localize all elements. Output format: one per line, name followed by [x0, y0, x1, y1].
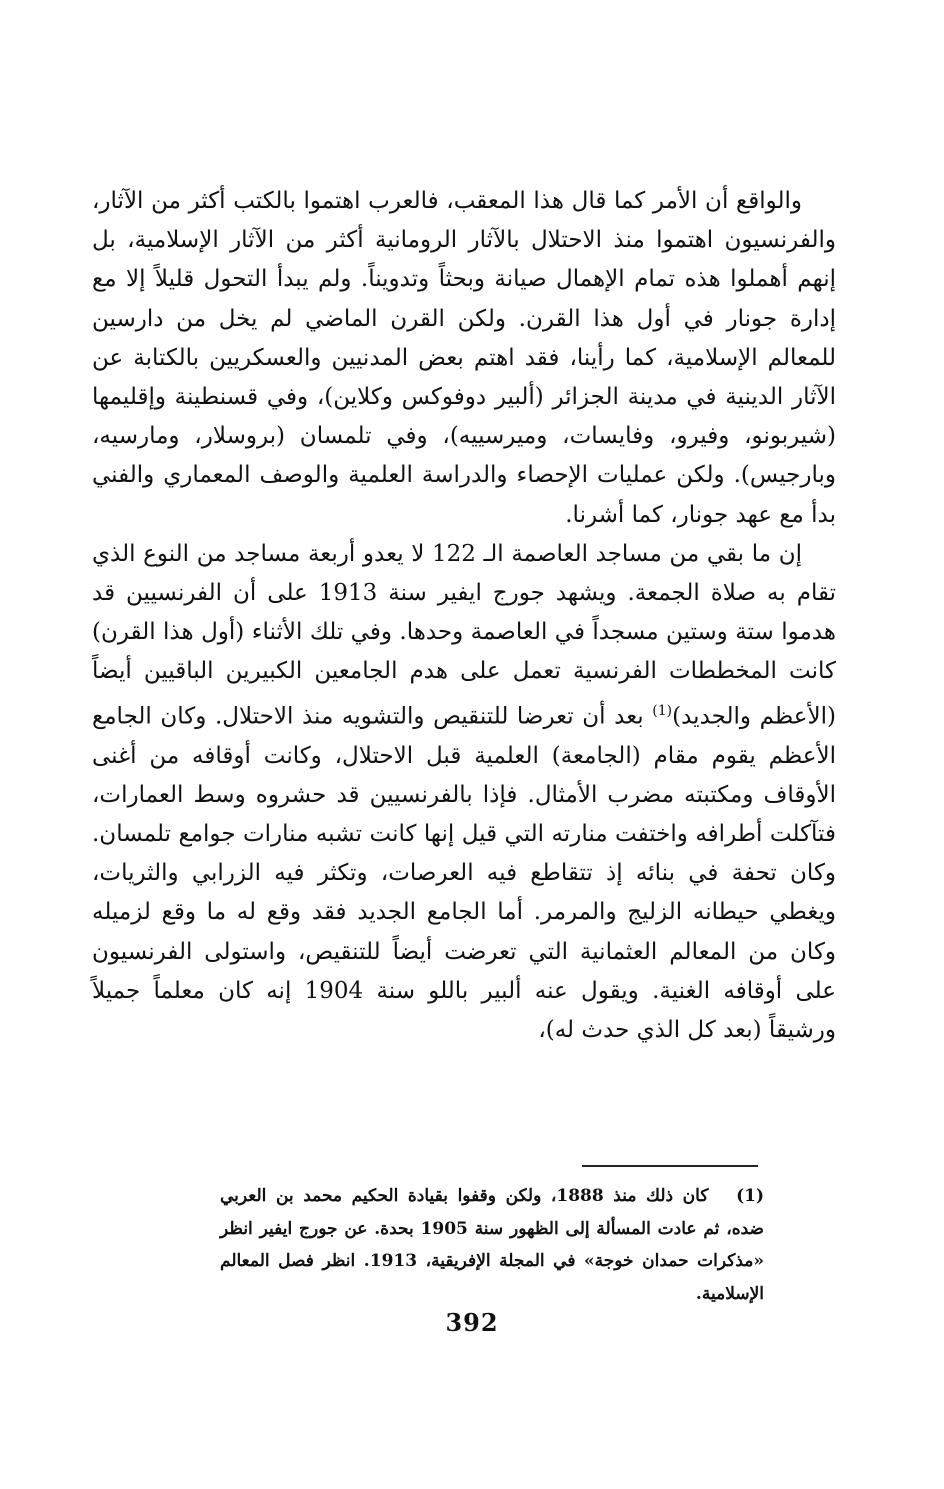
footnote-text: كان ذلك منذ 1888، ولكن وقفوا بقيادة الحكيم محمد بن العربي ضده، ثم عادت المسألة إلى الظهور سنة 1905 بحدة. عن جورج ايفير انظر «مذكرات حمدان خوجة» في المجلة الإفريقية، 1913. انظر فصل المعالم الإسلامية.: [220, 1186, 764, 1304]
paragraph-2-end: بعد أن تعرضا للتنقيص والتشويه منذ الاحتلال. وكان الجامع الأعظم يقوم مقام (الجامعة) العلمية قبل الاحتلال، وكانت أوقافه من أغنى الأوقاف ومكتبته مضرب الأمثال. فإذا بالفرنسيين قد حشروه وسط العمارات، فتآكلت أطرافه واختفت منارته التي قيل إنها كانت تشبه منارات جوامع تلمسان. وكان تحفة في بنائه إذ تتقاطع فيه العرصات، وتكثر فيه الزرابي والثريات، ويغطي حيطانه الزليج والمرمر. أما الجامع الجديد فقد وقع له ما وقع لزميله وكان من المعالم العثمانية التي تعرضت أيضاً للتنقيص، واستولى الفرنسيون على أوقافه الغنية. ويقول عنه ألبير باللو سنة 1904 إنه كان معلماً جميلاً ورشيقاً (بعد كل الذي حدث له)،: [92, 703, 836, 1043]
footnote-divider: [582, 1165, 758, 1167]
footnote-marker: (1): [736, 1186, 764, 1206]
footnote-reference: (1): [652, 702, 673, 719]
page-number: 392: [445, 1308, 499, 1337]
paragraph-2: [92, 535, 836, 1050]
paragraph-2-start: إن ما بقي من مساجد العاصمة الـ 122 لا يعدو أربعة مساجد من النوع الذي تقام به صلاة الجمعة. ويشهد جورج ايفير سنة 1913 على أن الفرنسيين قد هدموا ستة وستين مسجداً في العاصمة وحدها. وفي تلك الأثناء (أول هذا القرن) كانت المخططات الفرنسية تعمل على هدم الجامعين الكبيرين الباقيين أيضاً (الأعظم والجديد): [92, 540, 836, 730]
paragraph-1: والواقع أن الأمر كما قال هذا المعقب، فالعرب اهتموا بالكتب أكثر من الآثار، والفرنسيون اهتموا منذ الاحتلال بالآثار الرومانية أكثر من الآثار الإسلامية، بل إنهم أهملوا هذه تمام الإهمال صيانة وبحثاً وتدويناً. ولم يبدأ التحول قليلاً إلا مع إدارة جونار في أول هذا القرن. ولكن القرن الماضي لم يخل من دارسين للمعالم الإسلامية، كما رأينا، فقد اهتم بعض المدنيين والعسكريين بالكتابة عن الآثار الدينية في مدينة الجزائر (ألبير دوفوكس وكلاين)، وفي قسنطينة وإقليمها (شيربونو، وفيرو، وفايسات، وميرسييه)، وفي تلمسان (بروسلار، ومارسيه، وبارجيس). ولكن عمليات الإحصاء والدراسة العلمية والوصف المعماري والفني بدأ مع عهد جونار، كما أشرنا.: [92, 188, 836, 528]
footnote: [220, 1180, 764, 1310]
main-text: [92, 182, 836, 1050]
